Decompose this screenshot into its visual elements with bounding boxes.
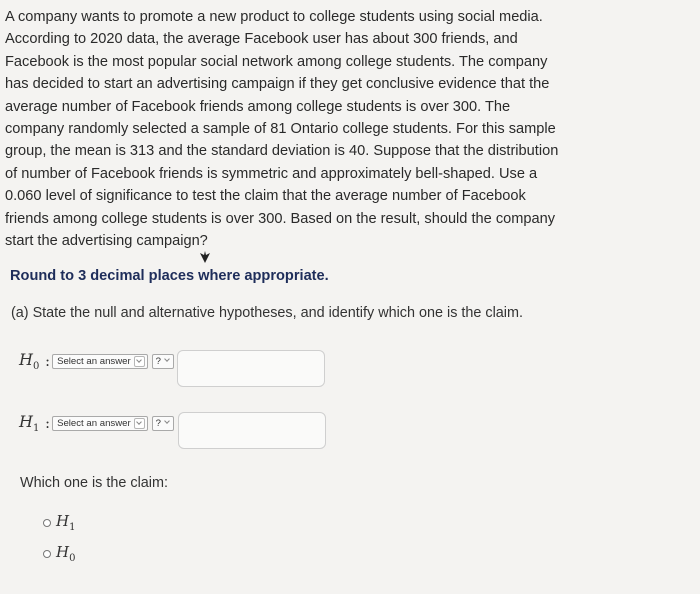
claim-question: Which one is the claim: [20, 475, 168, 491]
problem-line: of number of Facebook friends is symmetric and approximately bell-shaped. Use a [5, 165, 538, 182]
chevron-down-icon [163, 357, 171, 365]
alternative-hypothesis-row [19, 412, 174, 434]
h0-label: $H_0$ [19, 350, 40, 373]
problem-line: average number of Facebook friends among college students is over 300. The [5, 98, 511, 115]
problem-line: A company wants to promote a new product to college students using social media. [5, 9, 543, 25]
problem-line: company randomly selected a sample of 81 Ontario college students. For this sample [5, 121, 556, 138]
radio-button[interactable] [43, 550, 51, 558]
h1-operator-select[interactable] [152, 416, 174, 431]
h1-value-input[interactable] [178, 412, 326, 449]
h0-colon: : [45, 352, 51, 371]
problem-line: 0.060 level of significance to test the claim that the average number of Facebook [5, 188, 526, 205]
h0-value-input[interactable] [177, 350, 325, 387]
problem-line: Facebook is the most popular social network among college students. The company [5, 53, 548, 70]
claim-option-h1[interactable] [43, 512, 75, 533]
problem-line: According to 2020 data, the average Facebook user has about 300 friends, and [5, 31, 518, 48]
chevron-down-icon [163, 419, 171, 427]
problem-line: has decided to start an advertising campaign if they get conclusive evidence that the [5, 76, 550, 93]
problem-line: start the advertising campaign? [5, 233, 208, 250]
problem-line: group, the mean is 313 and the standard deviation is 40. Suppose that the distribution [5, 143, 559, 160]
h1-colon: : [45, 414, 51, 433]
radio-button[interactable] [43, 519, 51, 527]
h1-operator-select-value: ? [155, 417, 161, 429]
h0-parameter-select-value: Select an answer [57, 355, 131, 367]
problem-statement [5, 6, 573, 252]
claim-option-label: $H_1$ [56, 512, 76, 533]
h1-label: $H_1$ [19, 412, 40, 435]
h0-parameter-select[interactable] [52, 354, 148, 369]
h1-parameter-select-value: Select an answer [57, 417, 131, 429]
rounding-instruction: Round to 3 decimal places where appropriate. [10, 268, 329, 284]
claim-option-h0[interactable] [43, 543, 75, 564]
part-a-prompt: (a) State the null and alternative hypotheses, and identify which one is the claim. [11, 305, 523, 321]
chevron-down-icon [134, 356, 145, 367]
h0-operator-select-value: ? [155, 355, 161, 367]
h1-parameter-select[interactable] [52, 416, 148, 431]
h0-operator-select[interactable] [152, 354, 174, 369]
chevron-down-icon [134, 418, 145, 429]
problem-line: friends among college students is over 300. Based on the result, should the company [5, 210, 556, 227]
mouse-pointer-icon [199, 250, 211, 264]
null-hypothesis-row [19, 350, 174, 372]
claim-option-label: $H_0$ [56, 543, 76, 564]
